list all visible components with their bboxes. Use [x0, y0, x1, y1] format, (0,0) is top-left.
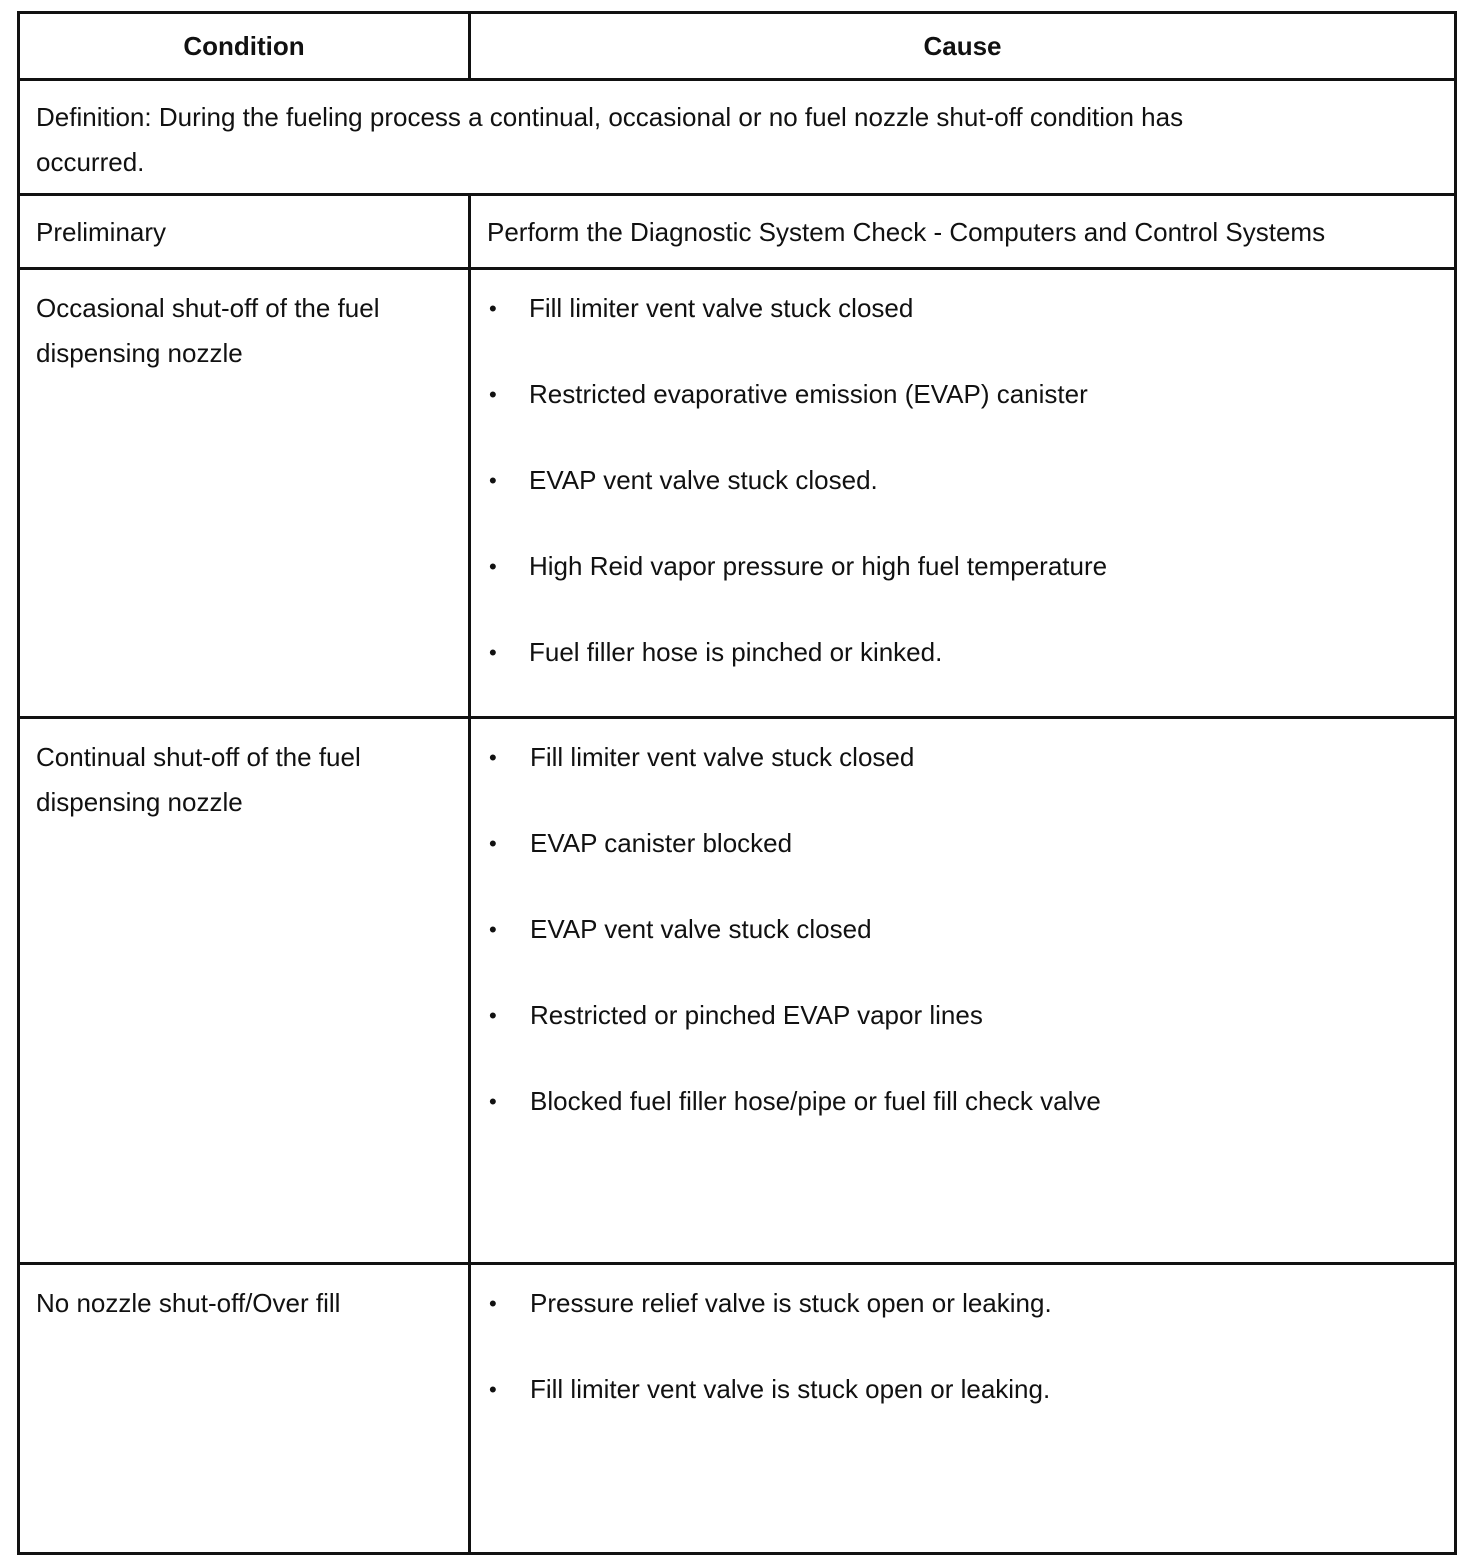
- bullet-icon: •: [489, 1377, 497, 1402]
- list-item: [487, 993, 1438, 1079]
- list-item: [487, 372, 1438, 458]
- cause-text: EVAP vent valve stuck closed.: [529, 465, 878, 495]
- table-row: [19, 1264, 1456, 1554]
- list-item: [487, 1079, 1438, 1165]
- bullet-icon: •: [489, 296, 497, 321]
- condition-text: Continual shut-off of the fuel dispensing nozzle: [36, 742, 361, 817]
- condition-cell: [19, 1264, 470, 1554]
- table-row: [19, 718, 1456, 1264]
- cause-text: Fill limiter vent valve stuck closed: [529, 293, 914, 323]
- table-row: [19, 269, 1456, 718]
- definition-text: [19, 80, 1456, 195]
- cause-list: [487, 735, 1438, 1165]
- list-item: [487, 1281, 1438, 1367]
- condition-text: No nozzle shut-off/Over fill: [36, 1288, 341, 1318]
- definition-row: [19, 80, 1456, 195]
- header-cause: Cause: [470, 13, 1456, 80]
- condition-cell: [19, 718, 470, 1264]
- cause-text: Fill limiter vent valve is stuck open or leaking.: [530, 1374, 1051, 1404]
- preliminary-row: [19, 195, 1456, 269]
- cause-text: Restricted evaporative emission (EVAP) canister: [529, 379, 1088, 409]
- list-item: [487, 458, 1438, 544]
- bullet-icon: •: [489, 831, 497, 856]
- cause-cell: [470, 1264, 1456, 1554]
- cause-list: [487, 286, 1438, 716]
- header-row: [19, 13, 1456, 80]
- list-item: [487, 544, 1438, 630]
- bullet-icon: •: [489, 745, 497, 770]
- list-item: [487, 630, 1438, 716]
- condition-cell: [19, 269, 470, 718]
- cause-text: Fill limiter vent valve stuck closed: [530, 742, 915, 772]
- cause-text: High Reid vapor pressure or high fuel temperature: [529, 551, 1108, 581]
- preliminary-condition: Preliminary: [19, 195, 470, 269]
- bullet-icon: •: [489, 1003, 497, 1028]
- definition-paragraph: Definition: During the fueling process a continual, occasional or no fuel nozzle shut-off condition has occurred.: [36, 102, 1184, 177]
- list-item: [487, 1367, 1438, 1453]
- cause-list: [487, 1281, 1438, 1453]
- cause-text: Fuel filler hose is pinched or kinked.: [529, 637, 943, 667]
- list-item: [487, 821, 1438, 907]
- cause-text: Restricted or pinched EVAP vapor lines: [530, 1000, 983, 1030]
- cause-text: Blocked fuel filler hose/pipe or fuel fill check valve: [530, 1086, 1101, 1116]
- bullet-icon: •: [489, 554, 497, 579]
- bullet-icon: •: [489, 917, 497, 942]
- cause-text: Pressure relief valve is stuck open or leaking.: [530, 1288, 1052, 1318]
- bullet-icon: •: [489, 640, 497, 665]
- list-item: [487, 907, 1438, 993]
- header-condition: Condition: [19, 13, 470, 80]
- cause-text: EVAP canister blocked: [530, 828, 793, 858]
- list-item: [487, 286, 1438, 372]
- cause-cell: [470, 718, 1456, 1264]
- bullet-icon: •: [489, 468, 497, 493]
- cause-text: EVAP vent valve stuck closed: [530, 914, 872, 944]
- bullet-icon: •: [489, 1291, 497, 1316]
- list-item: [487, 735, 1438, 821]
- bullet-icon: •: [489, 382, 497, 407]
- bullet-icon: •: [489, 1089, 497, 1114]
- preliminary-cause: Perform the Diagnostic System Check - Computers and Control Systems: [470, 195, 1456, 269]
- cause-cell: [470, 269, 1456, 718]
- condition-text: Occasional shut-off of the fuel dispensing nozzle: [36, 293, 380, 368]
- diagnosis-table: [17, 11, 1457, 1555]
